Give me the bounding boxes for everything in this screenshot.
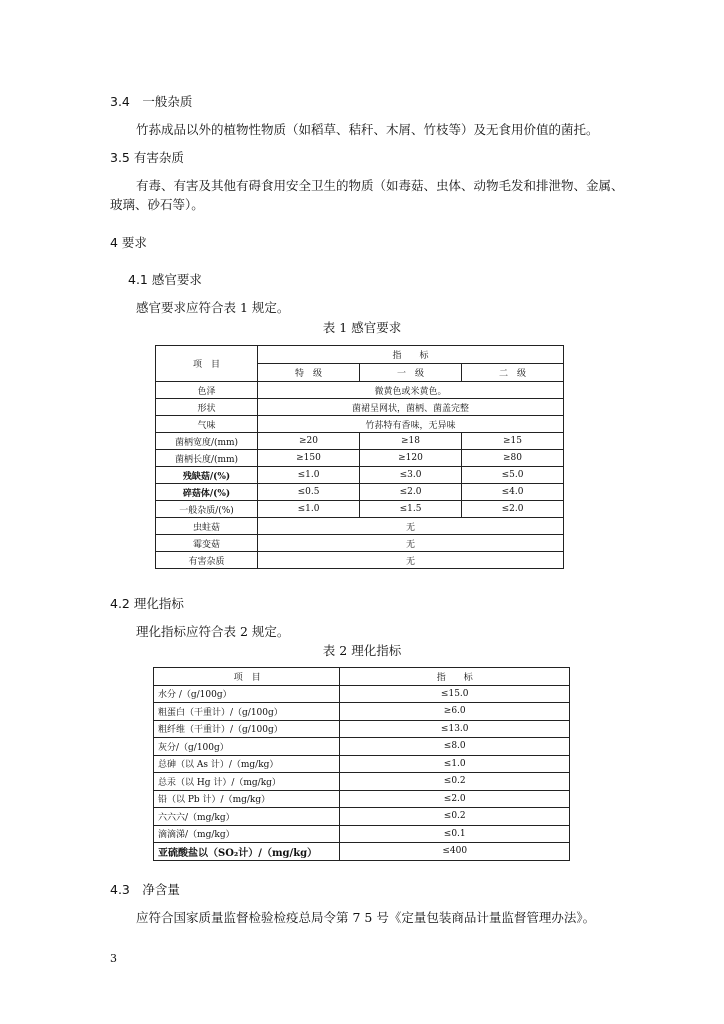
table1-merged-value: 菌裙呈网状，菌柄、菌盖完整 — [258, 399, 564, 416]
sensory-table — [155, 345, 564, 569]
table1-header-item: 项 目 — [156, 346, 258, 382]
table1-merged-value: 无 — [258, 552, 564, 569]
table2-value: ≤0.2 — [340, 773, 570, 791]
table2-header-index: 指 标 — [340, 668, 570, 686]
table2-value: ≤15.0 — [340, 685, 570, 703]
table1-value: ≥150 — [258, 450, 360, 467]
table1-value: ≤1.0 — [258, 501, 360, 518]
table2-item: 滴滴涕/（mg/kg） — [154, 825, 340, 843]
table-row — [156, 484, 564, 501]
section-3-4-body: 竹荪成品以外的植物性物质（如稻草、秸秆、木屑、竹枝等）及无食用价值的菌托。 — [136, 122, 599, 137]
table1-grade: 一 级 — [360, 364, 462, 382]
table1-value: ≤5.0 — [462, 467, 564, 484]
table2-item: 铅（以 Pb 计）/（mg/kg） — [154, 790, 340, 808]
table1-item: 气味 — [156, 416, 258, 433]
table2-caption: 表 2 理化指标 — [322, 643, 402, 658]
table-row — [156, 467, 564, 484]
section-4-1-title: 4.1 感官要求 — [128, 272, 202, 287]
table-row — [154, 790, 570, 808]
physicochemical-table — [153, 667, 570, 861]
table1-item: 虫蛀菇 — [156, 518, 258, 535]
table2-value: ≤13.0 — [340, 720, 570, 738]
table1-value: ≥15 — [462, 433, 564, 450]
table1-grade: 二 级 — [462, 364, 564, 382]
table1-caption: 表 1 感官要求 — [322, 320, 402, 335]
table-row — [154, 738, 570, 756]
table1-item: 菌柄长度/(mm) — [156, 450, 258, 467]
table1-item: 霉变菇 — [156, 535, 258, 552]
page-number: 3 — [110, 952, 117, 965]
table1-merged-value: 无 — [258, 535, 564, 552]
section-3-5-body-line1: 有毒、有害及其他有碍食用安全卫生的物质（如毒菇、虫体、动物毛发和排泄物、金属、 — [136, 178, 624, 193]
table1-value: ≤3.0 — [360, 467, 462, 484]
section-4-2-title: 4.2 理化指标 — [110, 596, 184, 611]
table1-value: ≥20 — [258, 433, 360, 450]
table-row — [156, 416, 564, 433]
table-row — [156, 399, 564, 416]
table1-grade: 特 级 — [258, 364, 360, 382]
table1-item: 残缺菇/(%) — [156, 467, 258, 484]
table1-value: ≤0.5 — [258, 484, 360, 501]
table1-value: ≥120 — [360, 450, 462, 467]
table-row — [154, 720, 570, 738]
table2-value: ≤0.1 — [340, 825, 570, 843]
table2-item: 水分 /（g/100g） — [154, 685, 340, 703]
table2-item: 亚硫酸盐以（SO₂计）/（mg/kg） — [154, 843, 340, 861]
table-row — [154, 773, 570, 791]
table1-item: 有害杂质 — [156, 552, 258, 569]
section-4-2-body: 理化指标应符合表 2 规定。 — [136, 624, 290, 639]
table1-value: ≤2.0 — [462, 501, 564, 518]
table-row — [154, 808, 570, 826]
table1-value: ≤1.5 — [360, 501, 462, 518]
table1-item: 菌柄宽度/(mm) — [156, 433, 258, 450]
table1-item: 形状 — [156, 399, 258, 416]
table-row — [156, 450, 564, 467]
table2-value: ≤8.0 — [340, 738, 570, 756]
table2-item: 粗蛋白（干重计）/（g/100g） — [154, 703, 340, 721]
table1-item: 色泽 — [156, 382, 258, 399]
table2-value: ≤2.0 — [340, 790, 570, 808]
section-3-5-title: 3.5 有害杂质 — [110, 150, 184, 165]
table2-header-item: 项 目 — [154, 668, 340, 686]
table1-value: ≥18 — [360, 433, 462, 450]
table2-value: ≤400 — [340, 843, 570, 861]
table1-value: ≤1.0 — [258, 467, 360, 484]
section-3-5-body-line2: 玻璃、砂石等）。 — [110, 197, 204, 212]
table2-value: ≤1.0 — [340, 755, 570, 773]
table1-merged-value: 竹荪特有香味，无异味 — [258, 416, 564, 433]
table2-item: 六六六/（mg/kg） — [154, 808, 340, 826]
table-row — [156, 501, 564, 518]
table-row — [156, 552, 564, 569]
table-row — [156, 433, 564, 450]
table1-merged-value: 无 — [258, 518, 564, 535]
section-4-title: 4 要求 — [110, 235, 147, 250]
table1-item: 碎菇体/(%) — [156, 484, 258, 501]
table-row — [154, 843, 570, 861]
table1-value: ≤4.0 — [462, 484, 564, 501]
table-row — [154, 685, 570, 703]
table2-item: 粗纤维（干重计）/（g/100g） — [154, 720, 340, 738]
table1-header-index: 指 标 — [258, 346, 564, 364]
table-row — [154, 703, 570, 721]
table2-item: 总砷（以 As 计）/（mg/kg） — [154, 755, 340, 773]
section-3-4-title: 3.4 一般杂质 — [110, 94, 193, 109]
table-row — [156, 382, 564, 399]
table1-value: ≤2.0 — [360, 484, 462, 501]
table-row — [154, 755, 570, 773]
table2-value: ≤0.2 — [340, 808, 570, 826]
table-row — [156, 518, 564, 535]
table-row — [156, 535, 564, 552]
section-4-1-body: 感官要求应符合表 1 规定。 — [136, 300, 290, 315]
table2-item: 灰分/（g/100g） — [154, 738, 340, 756]
table1-item: 一般杂质/(%) — [156, 501, 258, 518]
table2-value: ≥6.0 — [340, 703, 570, 721]
section-4-3-body: 应符合国家质量监督检验检疫总局令第 7 5 号《定量包装商品计量监督管理办法》。 — [136, 910, 596, 925]
table1-value: ≥80 — [462, 450, 564, 467]
section-4-3-title: 4.3 净含量 — [110, 882, 180, 897]
table2-item: 总汞（以 Hg 计）/（mg/kg） — [154, 773, 340, 791]
table-row — [154, 825, 570, 843]
table1-merged-value: 微黄色或米黄色。 — [258, 382, 564, 399]
